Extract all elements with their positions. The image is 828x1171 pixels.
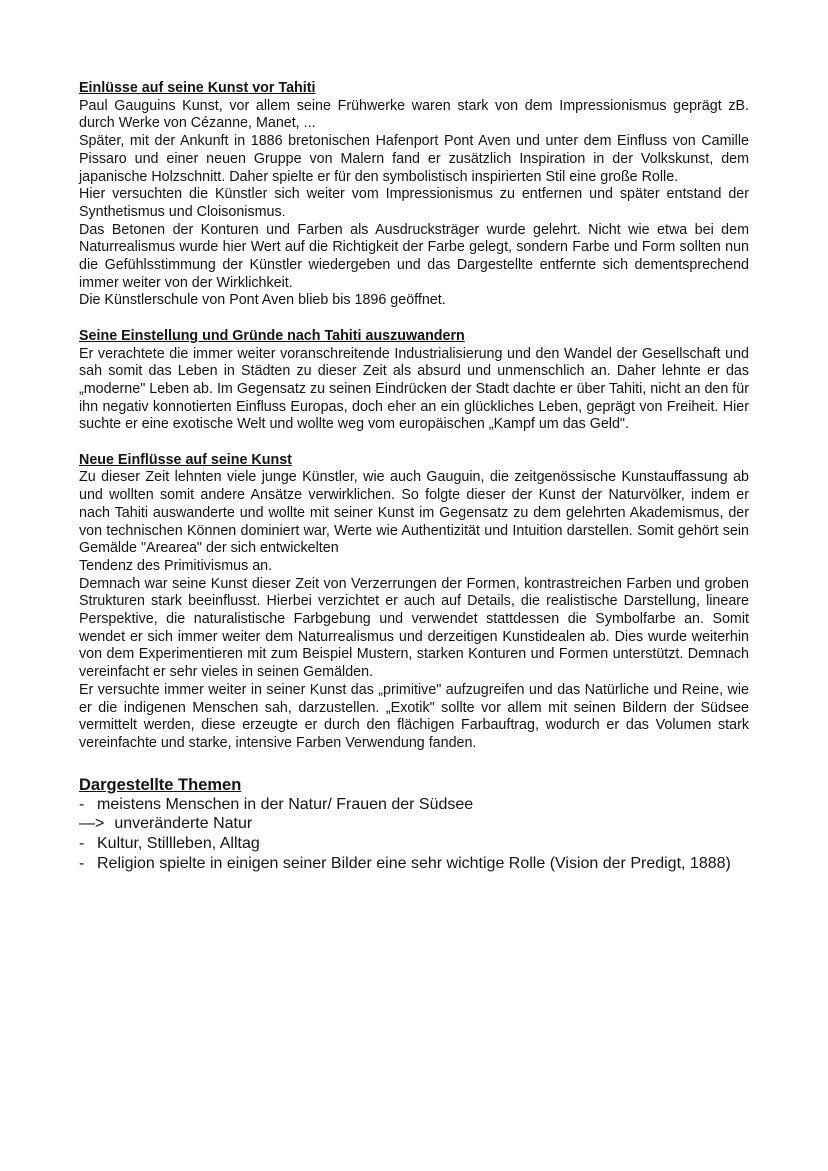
section-heading: Einlüsse auf seine Kunst vor Tahiti: [79, 80, 316, 96]
section-heading: Dargestellte Themen: [79, 775, 242, 794]
paragraph: Hier versuchten die Künstler sich weiter vom Impressionismus zu entfernen und später entstand der Synthetismus und Cloisonismus.: [79, 186, 749, 220]
list-item-text: unveränderte Natur: [114, 815, 253, 833]
list-item: [79, 834, 749, 854]
paragraph: Die Künstlerschule von Pont Aven blieb bis 1896 geöffnet.: [79, 292, 446, 309]
paragraph: Paul Gauguins Kunst, vor allem seine Frühwerke waren stark von dem Impressionismus geprägt zB. durch Werke von Cézanne, Manet, ...: [79, 97, 749, 132]
list-item-text: Kultur, Stillleben, Alltag: [97, 835, 260, 853]
themes-list: [79, 795, 749, 874]
section-new-influences: [79, 452, 749, 753]
paragraph: Tendenz des Primitivismus an.: [79, 557, 273, 574]
section-influences-before-tahiti: [79, 80, 749, 310]
paragraph: Er versuchte immer weiter in seiner Kunst das „primitive" aufzugreifen und das Natürliche und Reine, wie er die indigenen Menschen sah, darzustellen. „Exotik" sollte vor allem mit seinen Bildern der Südsee vermittelt werden, diese erzeugte er durch den flächigen Farbauftrag, wodurch er das Volumen stark vereinfachte und starke, intensive Farben Verwendung fanden.: [79, 681, 749, 751]
section-reasons-emigration: [79, 328, 749, 434]
arrow-bullet: —>: [79, 815, 105, 833]
list-item: [79, 795, 749, 815]
paragraph: Zu dieser Zeit lehnten viele junge Künstler, wie auch Gauguin, die zeitgenössische Kunstauffassung ab und wollten somit andere Ansätze verwirklichen. So folgte dieser der Kunst der Naturvölker, indem er nach Tahiti auswanderte und wollte mit seiner Kunst im Gegensatz zu dem gelehrten Akademismus, der von technischen Können dominiert war, Werte wie Authentizität und Intuition darstellen. Somit gehört sein Gemälde "Arearea" der sich entwickelten: [79, 469, 749, 557]
section-heading: Neue Einflüsse auf seine Kunst: [79, 451, 292, 468]
dash-bullet: -: [79, 854, 85, 872]
dash-bullet: -: [79, 835, 85, 853]
list-item-text: meistens Menschen in der Natur/ Frauen der Südsee: [97, 795, 474, 813]
document-page: [79, 80, 749, 874]
paragraph: Später, mit der Ankunft in 1886 bretonischen Hafenport Pont Aven und unter dem Einfluss von Camille Pissaro und einer neuen Gruppe von Malern fand er zusätzlich Inspiration in der Volkskunst, dem japanische Holzschnitt. Daher spielte er für den symbolistisch inspirierten Stil eine große Rolle.: [79, 133, 749, 185]
section-themes: [79, 775, 749, 874]
paragraph: Demnach war seine Kunst dieser Zeit von Verzerrungen der Formen, kontrastreichen Farben und groben Strukturen stark beeinflusst. Hierbei verzichtet er auch auf Details, die realistische Darstellung, lineare Perspektive, die naturalistische Farbgebung und verwendet stattdessen die Symbolfarbe an. Somit wendet er sich immer weiter dem Naturrealismus und derzeitigen Kunstidealen ab. Dies wurde weiterhin von dem Experimentieren mit zum Beispiel Mustern, starken Konturen und Formen unterstützt. Demnach vereinfacht er sehr vieles in seinen Gemälden.: [79, 575, 749, 681]
list-item: [79, 854, 749, 874]
list-item-text: Religion spielte in einigen seiner Bilder eine sehr wichtige Rolle (Vision der Predigt, 1888): [97, 854, 731, 872]
paragraph: Das Betonen der Konturen und Farben als Ausdrucksträger wurde gelehrt. Nicht wie etwa bei dem Naturrealismus wurde hier Wert auf die Richtigkeit der Farbe gelegt, sondern Farbe und Form sollten nun die Gefühlsstimmung der Künstler wiedergeben und das Dargestellte entfernte sich dementsprechend immer weiter von der Wirklichkeit.: [79, 221, 749, 291]
section-heading: Seine Einstellung und Gründe nach Tahiti auszuwandern: [79, 327, 465, 344]
paragraph: Er verachtete die immer weiter voranschreitende Industrialisierung und den Wandel der Gesellschaft und sah somit das Leben in Städten zu dieser Zeit als absurd und unmenschlich an. Daher lehnte er das „moderne" Leben ab. Im Gegensatz zu seinen Eindrücken der Stadt dachte er über Tahiti, nicht an den für ihn negativ konnotierten Einfluss Europas, doch eher an ein glückliches Leben, geprägt von Freiheit. Hier suchte er eine exotische Welt und wollte weg vom europäischen „Kampf um das Geld".: [79, 345, 749, 433]
list-item: [79, 814, 749, 834]
dash-bullet: -: [79, 795, 85, 813]
